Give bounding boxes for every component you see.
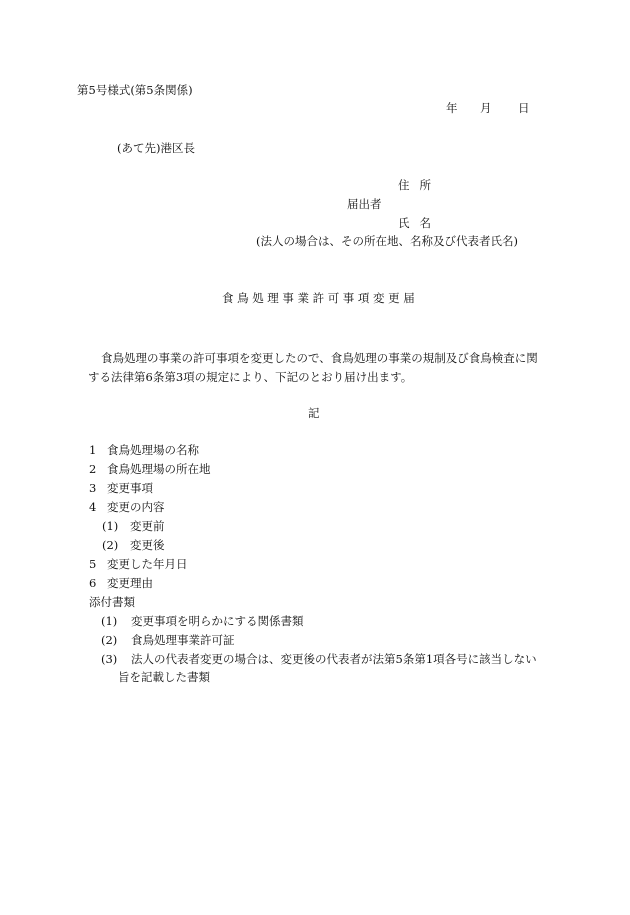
item-number: 2	[89, 462, 97, 476]
list-item	[89, 464, 211, 476]
attachment-number: (1)	[101, 614, 118, 628]
item-number: 1	[89, 443, 97, 457]
body-text: 食鳥処理の事業の許可事項を変更したので、食鳥処理の事業の規制及び食鳥検査に関する法律第6条第3項の規定により、下記のとおり届け出ます。	[88, 351, 538, 384]
form-number: 第5号様式(第5条関係)	[77, 83, 193, 97]
item-label: 変更前	[130, 519, 165, 533]
item-label: 変更後	[130, 538, 165, 552]
item-label: 変更事項	[107, 481, 153, 495]
address-label: 住所	[398, 178, 441, 192]
date-year: 年	[446, 101, 458, 115]
attachment-item	[101, 616, 304, 628]
item-number: 6	[89, 576, 97, 590]
document-title: 食鳥処理事業許可事項変更届	[222, 291, 419, 305]
attachment-item	[101, 654, 537, 666]
item-label: 変更理由	[107, 576, 153, 590]
attachment-item	[101, 635, 235, 647]
list-item	[89, 445, 199, 457]
item-label: 食鳥処理場の所在地	[107, 462, 211, 476]
date-day: 日	[518, 101, 530, 115]
attachment-label: 食鳥処理事業許可証	[131, 633, 235, 647]
item-number: (2)	[102, 538, 119, 552]
attachment-continuation: 旨を記載した書類	[118, 670, 210, 684]
item-label: 変更した年月日	[107, 557, 188, 571]
corporation-note: (法人の場合は、その所在地、名称及び代表者氏名)	[256, 234, 518, 248]
attachment-number: (3)	[101, 652, 118, 666]
list-item	[89, 578, 153, 590]
attachments-heading: 添付書類	[89, 595, 135, 609]
item-number: (1)	[102, 519, 119, 533]
item-number: 3	[89, 481, 97, 495]
attachment-number: (2)	[101, 633, 118, 647]
list-item	[89, 502, 165, 514]
item-label: 食鳥処理場の名称	[107, 443, 199, 457]
name-label: 氏名	[398, 216, 441, 230]
addressee: (あて先)港区長	[117, 141, 195, 155]
ki-marker: 記	[308, 406, 320, 420]
list-item	[89, 559, 188, 571]
date-line	[446, 103, 530, 115]
date-month: 月	[480, 101, 492, 115]
item-label: 変更の内容	[107, 500, 165, 514]
notifier-label: 届出者	[347, 197, 382, 211]
list-item	[102, 540, 165, 552]
list-item	[89, 483, 153, 495]
item-number: 5	[89, 557, 97, 571]
attachment-label: 法人の代表者変更の場合は、変更後の代表者が法第5条第1項各号に該当しない	[131, 652, 537, 666]
list-item	[102, 521, 165, 533]
attachment-label: 変更事項を明らかにする関係書類	[131, 614, 304, 628]
item-number: 4	[89, 500, 97, 514]
